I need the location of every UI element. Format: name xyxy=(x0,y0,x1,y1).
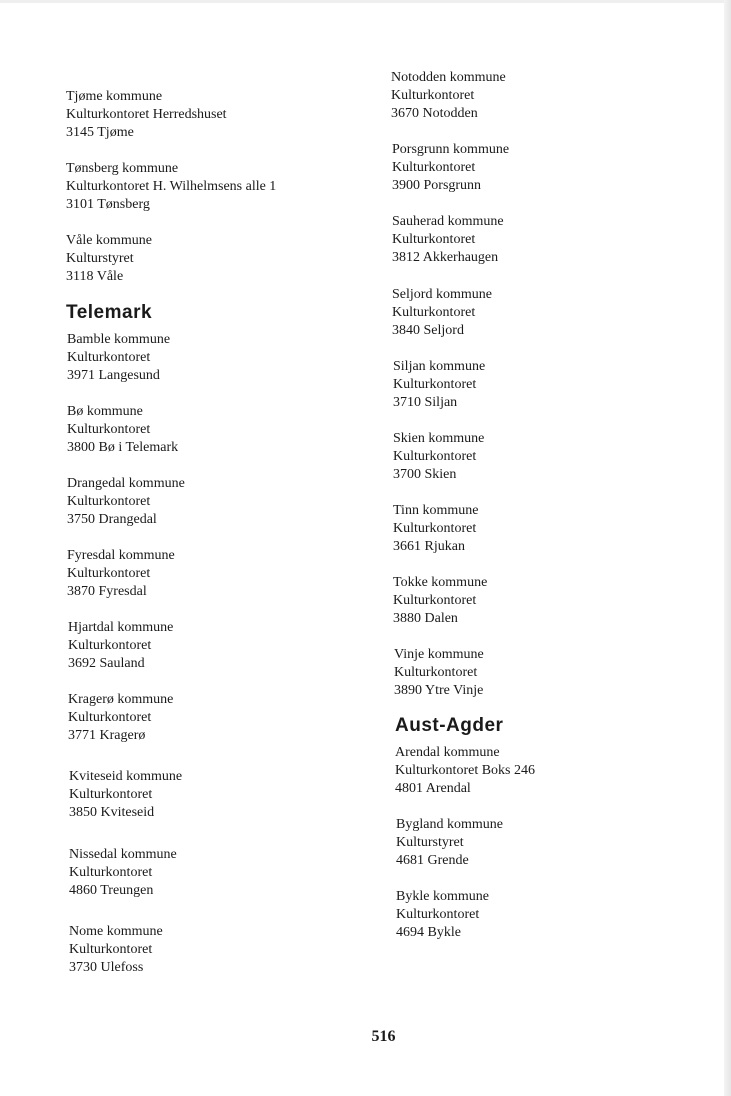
section-heading-telemark: Telemark xyxy=(66,302,153,323)
scan-right-edge xyxy=(724,0,731,1096)
entry-office: Kulturkontoret xyxy=(393,449,477,464)
entry-postal: 3840 Seljord xyxy=(392,323,464,338)
entry-bykle xyxy=(396,888,489,942)
entry-postal: 3730 Ulefoss xyxy=(69,960,144,975)
entry-postal: 3700 Skien xyxy=(393,467,457,482)
entry-name: Vinje kommune xyxy=(394,647,484,662)
entry-siljan xyxy=(393,358,485,412)
entry-sauherad xyxy=(392,213,504,267)
entry-postal: 4694 Bykle xyxy=(396,925,461,940)
entry-name: Våle kommune xyxy=(66,233,152,248)
entry-postal: 3771 Kragerø xyxy=(68,728,146,743)
entry-arendal xyxy=(395,744,535,798)
section-heading-aust-agder: Aust-Agder xyxy=(395,715,504,736)
entry-nissedal xyxy=(69,846,177,900)
entry-office: Kulturkontoret xyxy=(393,593,477,608)
entry-name: Arendal kommune xyxy=(395,745,500,760)
entry-office: Kulturkontoret xyxy=(393,521,477,536)
entry-name: Drangedal kommune xyxy=(67,476,185,491)
entry-name: Nissedal kommune xyxy=(69,847,177,862)
entry-nome xyxy=(69,923,163,977)
entry-postal: 3101 Tønsberg xyxy=(66,197,150,212)
entry-name: Hjartdal kommune xyxy=(68,620,174,635)
entry-name: Tønsberg kommune xyxy=(66,161,179,176)
scan-top-edge xyxy=(0,0,731,3)
entry-postal: 3900 Porsgrunn xyxy=(392,178,482,193)
entry-postal: 4860 Treungen xyxy=(69,883,154,898)
entry-office: Kulturkontoret Boks 246 xyxy=(395,763,535,778)
entry-postal: 3870 Fyresdal xyxy=(67,584,147,599)
entry-office: Kulturkontoret xyxy=(392,160,476,175)
entry-kviteseid xyxy=(69,768,182,822)
entry-postal: 3692 Sauland xyxy=(68,656,145,671)
entry-name: Tokke kommune xyxy=(393,575,488,590)
entry-postal: 4801 Arendal xyxy=(395,781,471,796)
entry-office: Kulturkontoret xyxy=(394,665,478,680)
entry-name: Sauherad kommune xyxy=(392,214,504,229)
page-number: 516 xyxy=(371,1028,396,1045)
entry-name: Kragerø kommune xyxy=(68,692,174,707)
entry-fyresdal xyxy=(67,547,175,601)
entry-postal: 3971 Langesund xyxy=(67,368,160,383)
entry-kragero xyxy=(68,691,173,745)
entry-skien xyxy=(393,430,484,484)
entry-office: Kulturkontoret xyxy=(69,942,153,957)
entry-office: Kulturkontoret xyxy=(393,377,477,392)
entry-postal: 3710 Siljan xyxy=(393,395,458,410)
entry-office: Kulturkontoret xyxy=(68,710,152,725)
entry-office: Kulturstyret xyxy=(396,835,464,850)
entry-office: Kulturkontoret xyxy=(69,865,153,880)
entry-office: Kulturkontoret xyxy=(69,787,153,802)
entry-drangedal xyxy=(67,475,185,529)
entry-name: Nome kommune xyxy=(69,924,163,939)
entry-name: Skien kommune xyxy=(393,431,485,446)
entry-office: Kulturkontoret xyxy=(67,350,151,365)
entry-postal: 3750 Drangedal xyxy=(67,512,157,527)
entry-name: Siljan kommune xyxy=(393,359,486,374)
entry-office: Kulturkontoret xyxy=(68,638,152,653)
entry-name: Bykle kommune xyxy=(396,889,489,904)
entry-office: Kulturstyret xyxy=(66,251,134,266)
entry-office: Kulturkontoret xyxy=(67,422,151,437)
entry-name: Porsgrunn kommune xyxy=(392,142,510,157)
entry-name: Bø kommune xyxy=(67,404,143,419)
entry-office: Kulturkontoret xyxy=(396,907,480,922)
entry-name: Fyresdal kommune xyxy=(67,548,175,563)
entry-tjome xyxy=(66,88,227,142)
entry-office: Kulturkontoret xyxy=(67,494,151,509)
entry-postal: 4681 Grende xyxy=(396,853,469,868)
entry-bamble xyxy=(67,331,170,385)
entry-name: Tjøme kommune xyxy=(66,89,163,104)
entry-postal: 3880 Dalen xyxy=(393,611,458,626)
entry-office: Kulturkontoret xyxy=(392,232,476,247)
entry-bo xyxy=(67,403,178,457)
entry-name: Seljord kommune xyxy=(392,287,492,302)
entry-tokke xyxy=(393,574,487,628)
entry-hjartdal xyxy=(68,619,173,673)
entry-postal: 3670 Notodden xyxy=(391,106,478,121)
entry-postal: 3145 Tjøme xyxy=(66,125,134,140)
entry-name: Notodden kommune xyxy=(391,70,506,85)
entry-notodden xyxy=(391,69,506,123)
entry-postal: 3890 Ytre Vinje xyxy=(394,683,484,698)
entry-tinn xyxy=(393,502,478,556)
entry-tonsberg xyxy=(66,160,276,214)
entry-name: Kviteseid kommune xyxy=(69,769,183,784)
entry-name: Bygland kommune xyxy=(396,817,503,832)
entry-office: Kulturkontoret Herredshuset xyxy=(66,107,227,122)
entry-name: Tinn kommune xyxy=(393,503,479,518)
entry-postal: 3800 Bø i Telemark xyxy=(67,440,179,455)
entry-office: Kulturkontoret xyxy=(391,88,475,103)
entry-porsgrunn xyxy=(392,141,509,195)
entry-office: Kulturkontoret xyxy=(392,305,476,320)
entry-bygland xyxy=(396,816,503,870)
entry-postal: 3812 Akkerhaugen xyxy=(392,250,499,265)
entry-postal: 3850 Kviteseid xyxy=(69,805,155,820)
entry-postal: 3118 Våle xyxy=(66,269,124,284)
entry-postal: 3661 Rjukan xyxy=(393,539,465,554)
entry-name: Bamble kommune xyxy=(67,332,171,347)
entry-vinje xyxy=(394,646,484,700)
entry-seljord xyxy=(392,286,492,340)
entry-vale xyxy=(66,232,152,286)
entry-office: Kulturkontoret H. Wilhelmsens alle 1 xyxy=(66,179,277,194)
entry-office: Kulturkontoret xyxy=(67,566,151,581)
